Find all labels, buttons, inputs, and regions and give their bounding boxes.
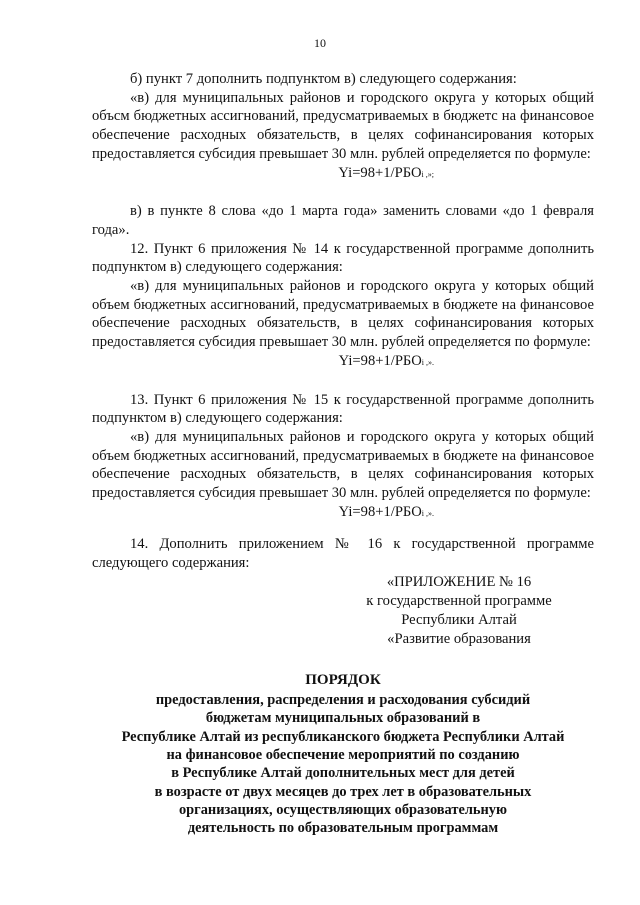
formula-2-sub: i ,». — [421, 357, 434, 367]
formula-2-main: Yi=98+1/РБО — [338, 352, 422, 369]
appendix-line: «Развитие образования — [387, 630, 531, 647]
title-heading: ПОРЯДОК — [305, 671, 381, 688]
subparagraph-v-text-3: «в) для муниципальных районов и городского округа у которых общий объем бюджетных ассигнований, предусматриваемых в бюджете на финансовое обеспечение расходных обязательств, в целях софинансирования которых предоставляется субсидия превышает 30 млн. рублей определяется по формуле: — [92, 428, 594, 502]
appendix-line: «ПРИЛОЖЕНИЕ № 16 — [386, 573, 532, 590]
document-body — [92, 70, 594, 838]
procedure-title — [92, 671, 594, 838]
subparagraph-v-text-1: «в) для муниципальных районов и городского округа у которых общий объсм бюджетных ассигнований, предусматриваемых в бюджетс на финансовое обеспечение расходных обязательств, в целях софинансирования которых предоставляется субсидия превышает 30 млн. рублей определяется по формуле: — [92, 89, 594, 162]
item-12: 12. Пункт 6 приложения № 14 к государственной программе дополнить подпунктом в) следующего содержания: — [92, 240, 594, 276]
item-14: 14. Дополнить приложением № 16 к государственной программе следующего содержания: — [92, 536, 594, 572]
formula-2 — [92, 352, 594, 373]
title-line: предоставления, распределения и расходования субсидий — [155, 692, 531, 709]
paragraph-7-amendment: б) пункт 7 дополнить подпунктом в) следующего содержания: — [130, 71, 517, 87]
page-number: 10 — [314, 36, 326, 50]
paragraph-8-amendment: в) в пункте 8 слова «до 1 марта года» заменить словами «до 1 февраля года». — [92, 203, 594, 238]
formula-1 — [92, 164, 594, 185]
title-line: Республике Алтай из республиканского бюджета Республики Алтай — [121, 728, 565, 745]
formula-3-main: Yi=98+1/РБО — [338, 503, 422, 520]
item-13: 13. Пункт 6 приложения № 15 к государственной программе дополнить подпунктом в) следующего содержания: — [92, 391, 594, 427]
formula-3 — [92, 503, 594, 524]
title-line: организациях, осуществляющих образовательную — [178, 801, 508, 818]
title-line: на финансовое обеспечение мероприятий по созданию — [166, 747, 520, 764]
title-line: деятельность по образовательным программам — [187, 820, 499, 837]
subparagraph-v-text-2: «в) для муниципальных районов и городского округа у которых общий объем бюджетных ассигнований, предусматриваемых в бюджете на финансовое обеспечение расходных обязательств, в целях софинансирования которых предоставляется субсидия превышает 30 млн. рублей определяется по формуле: — [92, 278, 594, 351]
title-line: в возрасте от двух месяцев до трех лет в образовательных — [154, 783, 532, 800]
appendix-line: к государственной программе — [366, 592, 552, 609]
appendix-header — [364, 573, 554, 649]
title-line: в Республике Алтай дополнительных мест для детей — [171, 765, 515, 782]
title-line: бюджетам муниципальных образований в — [205, 710, 481, 727]
formula-3-sub: i ,». — [421, 508, 434, 518]
formula-1-sub: i ,»; — [421, 169, 434, 179]
appendix-line: Республики Алтай — [401, 611, 517, 628]
formula-1-main: Yi=98+1/РБО — [338, 164, 422, 181]
